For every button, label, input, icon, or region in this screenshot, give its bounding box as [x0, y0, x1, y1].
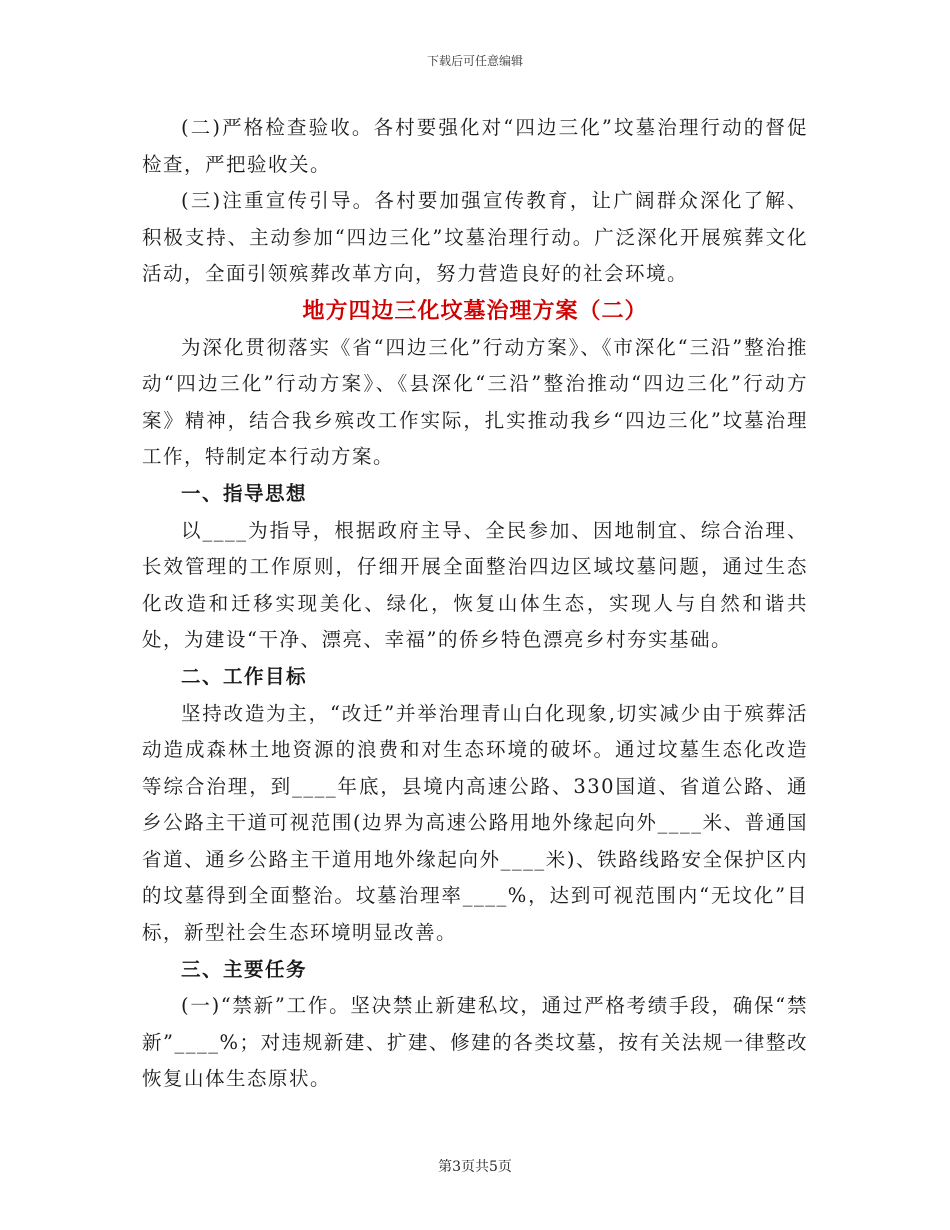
page-number: 第3页共5页 [438, 1159, 512, 1175]
heading-main-tasks: 三、主要任务 [181, 957, 308, 981]
paragraph-publicity: (三)注重宣传引导。各村要加强宣传教育，让广阔群众深化了解、积极支持、主动参加“四边三化”坟墓治理行动。广泛深化开展殡葬文化活动，全面引领殡葬改革方向，努力营造良好的社会环境。 [142, 189, 808, 286]
page-header-note: 下载后可任意编辑 [426, 54, 523, 68]
heading-guiding-ideology: 一、指导思想 [181, 481, 308, 505]
paragraph-main-tasks: (一)“禁新”工作。坚决禁止新建私坟，通过严格考绩手段，确保“禁新”____%；对违规新建、扩建、修建的各类坟墓，按有关法规一律整改恢复山体生态原状。 [142, 994, 808, 1091]
paragraph-guiding-ideology: 以____为指导，根据政府主导、全民参加、因地制宜、综合治理、长效管理的工作原则，仔细开展全面整治四边区域坟墓问题，通过生态化改造和迁移实现美化、绿化，恢复山体生态，实现人与自然和谐共处，为建设“干净、漂亮、幸福”的侨乡特色漂亮乡村夯实基础。 [142, 518, 808, 652]
document-title: 地方四边三化坟墓治理方案（二） [302, 297, 648, 324]
paragraph-inspection: (二)严格检查验收。各村要强化对“四边三化”坟墓治理行动的督促检查，严把验收关。 [142, 116, 808, 176]
document-body [142, 110, 808, 1098]
paragraph-work-goals: 坚持改造为主，“改迁”并举治理青山白化现象,切实减少由于殡葬活动造成森林土地资源的浪费和对生态环境的破坏。通过坟墓生态化改造等综合治理，到____年底，县境内高速公路、330国道、省道公路、通乡公路主干道可视范围(边界为高速公路用地外缘起向外____米、普通国省道、通乡公路主干道用地外缘起向外____米)、铁路线路安全保护区内的坟墓得到全面整治。坟墓治理率____%，达到可视范围内“无坟化”目标，新型社会生态环境明显改善。 [142, 701, 808, 945]
heading-work-goals: 二、工作目标 [181, 664, 308, 688]
paragraph-intro: 为深化贯彻落实《省“四边三化”行动方案》、《市深化“三沿”整治推动“四边三化”行动方案》、《县深化“三沿”整治推动“四边三化”行动方案》精神，结合我乡殡改工作实际，扎实推动我乡“四边三化”坟墓治理工作，特制定本行动方案。 [142, 335, 808, 469]
